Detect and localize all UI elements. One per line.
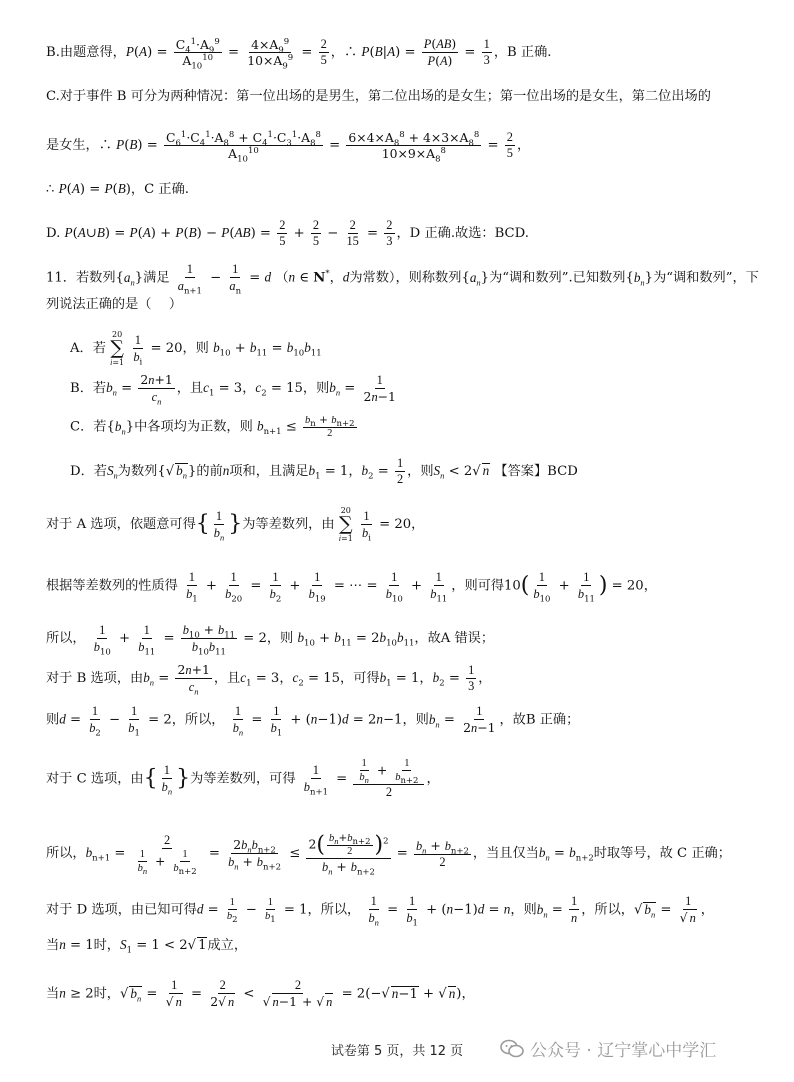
solution-line-7: 所以，$b_{n+1}$ = 2 $\frac{1}{b_n}$ + $\frac{1}{b_{n+2}}$ = $2b_nb_{n+2}$ $b_n + b_{n+2}$ ≤ 2( $\frac{b_n+b_{n+2}}{2}$ )$^2$ $b_n + b_{n+2}$ = $\frac{b_n + b_{n+2}}{2}$ ，当且仅当$b_n = b_{n+2}$时取等号，故 C 正确； bbox=[46, 832, 731, 878]
watermark bbox=[500, 1036, 716, 1061]
solution-line-5: 则d = $\frac{1}{b_2}$ − $\frac{1}{b_1}$ = 2，所以， $\frac{1}{b_n}$ = $\frac{1}{b_1}$ + (n−1)d = 2n−1，则$b_n$ = $\frac{1}{2n-1}$ ，故B 正确； bbox=[46, 704, 580, 739]
solution-line-1: 对于 A 选项，依题意可得{ $\frac{1}{b_n}$ }为等差数列，由 20 ∑ i=1 $\frac{1}{b_i}$ = 20， bbox=[46, 506, 425, 543]
option-c: C．若$\{b_n\}$中各项均为正数，则 $b_{n+1}$ ≤ $\frac{b_n + b_{n+2}}{2}$ bbox=[70, 414, 355, 439]
solution-line-4: 对于 B 选项，由$b_n$ = $\frac{2n+1}{c_n}$ ，且$c_1 = 3$，$c_2 = 15$，可得$b_1 = 1$，$b_2$ = $\frac{1}{3}$ ， bbox=[46, 662, 492, 697]
answer-label: 【答案】BCD bbox=[494, 464, 578, 479]
solution-line-6: 对于 C 选项，由{ $\frac{1}{b_n}$ }为等差数列，可得 $\frac{1}{b_{n+1}}$ = $\frac{1}{b_n}$ + $\frac{1}{b_{n+2}}$ 2 ， bbox=[46, 758, 440, 799]
solution-c-line3: ∴ P(A) = P(B)，C 正确. bbox=[46, 181, 189, 197]
watermark-text: 公众号 · 辽宁掌心中学汇 bbox=[530, 1041, 717, 1061]
wechat-icon bbox=[500, 1039, 524, 1059]
solution-line-10: 当n ≥ 2时，√ $b_n$ = $\frac{1}{√ n}$ = $\frac{2}{2√ n}$ < $\frac{2}{√ n-1 + √ n}$ = 2(−√ n−1 + √ n)， bbox=[46, 978, 475, 1009]
solution-line-8: 对于 D 选项，由已知可得d = $\frac{1}{b_2}$ − $\frac{1}{b_1}$ = 1，所以， $\frac{1}{b_n}$ = $\frac{1}{b_1}$ + (n−1)d = n，则$b_n$ = $\frac{1}{n}$ ，所以，√ $b_n$ = $\frac{1}{√ n}$ ， bbox=[46, 894, 714, 929]
solution-line-2: 根据等差数列的性质得 $\frac{1}{b_1}$ + $\frac{1}{b_{20}}$ = $\frac{1}{b_2}$ + $\frac{1}{b_{19}}$ = ⋯ = $\frac{1}{b_{10}}$ + $\frac{1}{b_{11}}$ ，则可得10( $\frac{1}{b_{10}}$ + $\frac{1}{b_{11}}$ ) = 20， bbox=[46, 570, 657, 605]
question-11-stem-2: 列说法正确的是（ ） bbox=[46, 297, 183, 312]
solution-c-line2: 是女生，∴ P(B) = $\frac{C_6^1\cdot C_4^1\cdot A_8^8 + C_4^1\cdot C_3^1\cdot A_8^8}{A_{10}^{10}}$ = $\frac{6\times 4\times A_8^8 + 4\times 3\times A_8^8}{10\times 9\times A_8^8}$ = $\frac{2}{5}$ ， bbox=[46, 129, 531, 165]
option-a: A．若 20 ∑ i=1 $\frac{1}{b_i}$ = 20，则 $b_{10} + b_{11} = b_{10}b_{11}$ bbox=[70, 330, 322, 367]
question-11-stem: 11．若数列$\{a_n\}$满足 $\frac{1}{a_{n+1}}$ − $\frac{1}{a_n}$ = d （n ∈ N*，d为常数），则称数列$\{a_n\}$为“调和数列”.已知数列$\{b_n\}$为“调和数列”，下 bbox=[46, 262, 759, 297]
solution-line-9: 当n = 1时，$S_1 = 1 < 2√$ 1成立， bbox=[46, 937, 248, 956]
option-d: D．若$S_n$为数列{√ $b_n$}的前n项和，且满足$b_1 = 1$，$b_2$ = $\frac{1}{2}$ ，则$S_n < 2√$ n 【答案】BCD bbox=[70, 456, 578, 486]
option-b: B．若$b_n$ = $\frac{2n+1}{c_n}$ ，且$c_1 = 3$，$c_2 = 15$，则$b_n$ = $\frac{1}{2n-1}$ bbox=[70, 372, 396, 407]
solution-line-3: 所以， $\frac{1}{b_{10}}$ + $\frac{1}{b_{11}}$ = $\frac{b_{10} + b_{11}}{b_{10}b_{11}}$ = 2，则 $b_{10} + b_{11} = 2b_{10}b_{11}$，故A 错误； bbox=[46, 622, 495, 658]
solution-c-line1: C.对于事件 B 可分为两种情况：第一位出场的是男生，第二位出场的是女生；第一位出场的是女生，第二位出场的 bbox=[46, 89, 711, 104]
solution-b-line: B.由题意得，P(A) = $\frac{C_4^1\cdot A_9^9}{A_{10}^{10}}$ = $\frac{4\times A_9^9}{10\times A_9^9}$ = $\frac{2}{5}$ ，∴ P(B|A) = $\frac{P(AB)}{P(A)}$ = $\frac{1}{3}$ ，B 正确. bbox=[46, 36, 552, 72]
page-footer: 试卷第 5 页，共 12 页 bbox=[330, 1044, 464, 1059]
solution-d-line: D. P(A∪B) = P(A) + P(B) − P(AB) = $\frac{2}{5}$ + $\frac{2}{5}$ − $\frac{2}{15}$ = $\frac{2}{3}$ ，D 正确.故选：BCD. bbox=[46, 218, 529, 248]
